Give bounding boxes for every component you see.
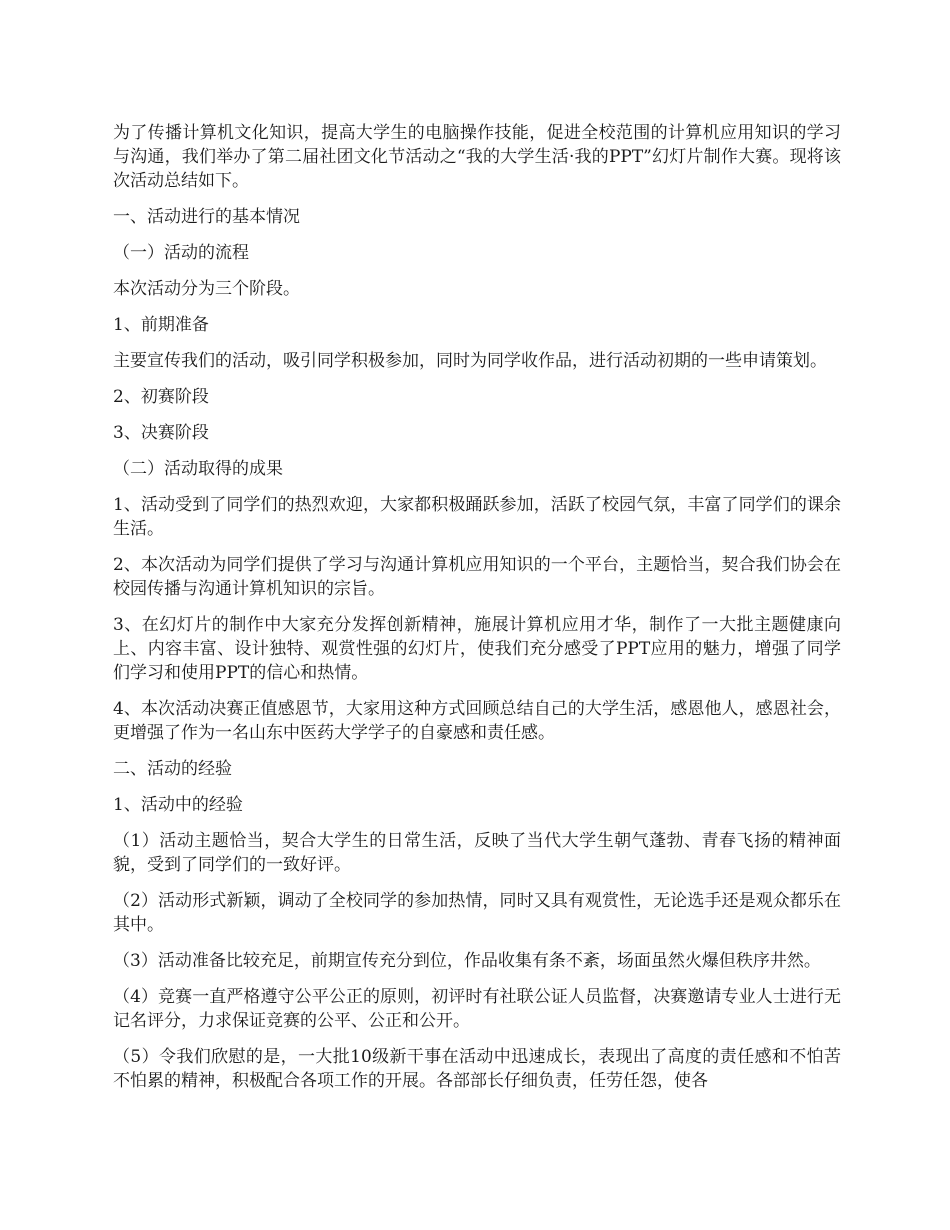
experience-item-2: （2）活动形式新颖，调动了全校同学的参加热情，同时又具有观赏性，无论选手还是观众都乐在其中。 bbox=[113, 891, 841, 935]
intro-paragraph: 为了传播计算机文化知识，提高大学生的电脑操作技能，促进全校范围的计算机应用知识的学习与沟通，我们举办了第二届社团文化节活动之“我的大学生活·我的PPT”幻灯片制作大赛。现将该次活动总结如下。 bbox=[113, 123, 841, 191]
list-item-preparation: 1、前期准备 bbox=[113, 315, 209, 335]
subsection-heading-experience-in-activity: 1、活动中的经验 bbox=[113, 795, 243, 815]
section-heading-basic-situation: 一、活动进行的基本情况 bbox=[113, 207, 300, 227]
experience-item-4: （4）竞赛一直严格遵守公平公正的原则，初评时有社联公证人员监督，决赛邀请专业人士进行无记名评分，力求保证竞赛的公平、公正和公开。 bbox=[113, 987, 841, 1031]
section-heading-experience: 二、活动的经验 bbox=[113, 759, 232, 779]
subsection-heading-results: （二）活动取得的成果 bbox=[113, 459, 283, 479]
experience-item-3: （3）活动准备比较充足，前期宣传充分到位，作品收集有条不紊，场面虽然火爆但秩序井然。 bbox=[113, 951, 821, 971]
result-item-4: 4、本次活动决赛正值感恩节，大家用这种方式回顾总结自己的大学生活，感恩他人，感恩社会，更增强了作为一名山东中医药大学学子的自豪感和责任感。 bbox=[113, 699, 841, 743]
paragraph-preparation-detail: 主要宣传我们的活动，吸引同学积极参加，同时为同学收作品，进行活动初期的一些申请策划。 bbox=[113, 351, 827, 371]
experience-item-1: （1）活动主题恰当，契合大学生的日常生活，反映了当代大学生朝气蓬勃、青春飞扬的精神面貌，受到了同学们的一致好评。 bbox=[113, 831, 841, 875]
experience-item-5: （5）令我们欣慰的是，一大批10级新干事在活动中迅速成长，表现出了高度的责任感和不怕苦不怕累的精神，积极配合各项工作的开展。各部部长仔细负责，任劳任怨，使各 bbox=[113, 1047, 841, 1091]
result-item-2: 2、本次活动为同学们提供了学习与沟通计算机应用知识的一个平台，主题恰当，契合我们协会在校园传播与沟通计算机知识的宗旨。 bbox=[113, 555, 841, 599]
paragraph-three-stages: 本次活动分为三个阶段。 bbox=[113, 279, 300, 299]
document-body bbox=[113, 121, 841, 1105]
subsection-heading-process: （一）活动的流程 bbox=[113, 243, 249, 263]
result-item-1: 1、活动受到了同学们的热烈欢迎，大家都积极踊跃参加，活跃了校园气氛，丰富了同学们的课余生活。 bbox=[113, 495, 841, 539]
result-item-3: 3、在幻灯片的制作中大家充分发挥创新精神，施展计算机应用才华，制作了一大批主题健康向上、内容丰富、设计独特、观赏性强的幻灯片，使我们充分感受了PPT应用的魅力，增强了同学们学习和使用PPT的信心和热情。 bbox=[113, 615, 841, 683]
list-item-preliminary: 2、初赛阶段 bbox=[113, 387, 209, 407]
list-item-final: 3、决赛阶段 bbox=[113, 423, 209, 443]
